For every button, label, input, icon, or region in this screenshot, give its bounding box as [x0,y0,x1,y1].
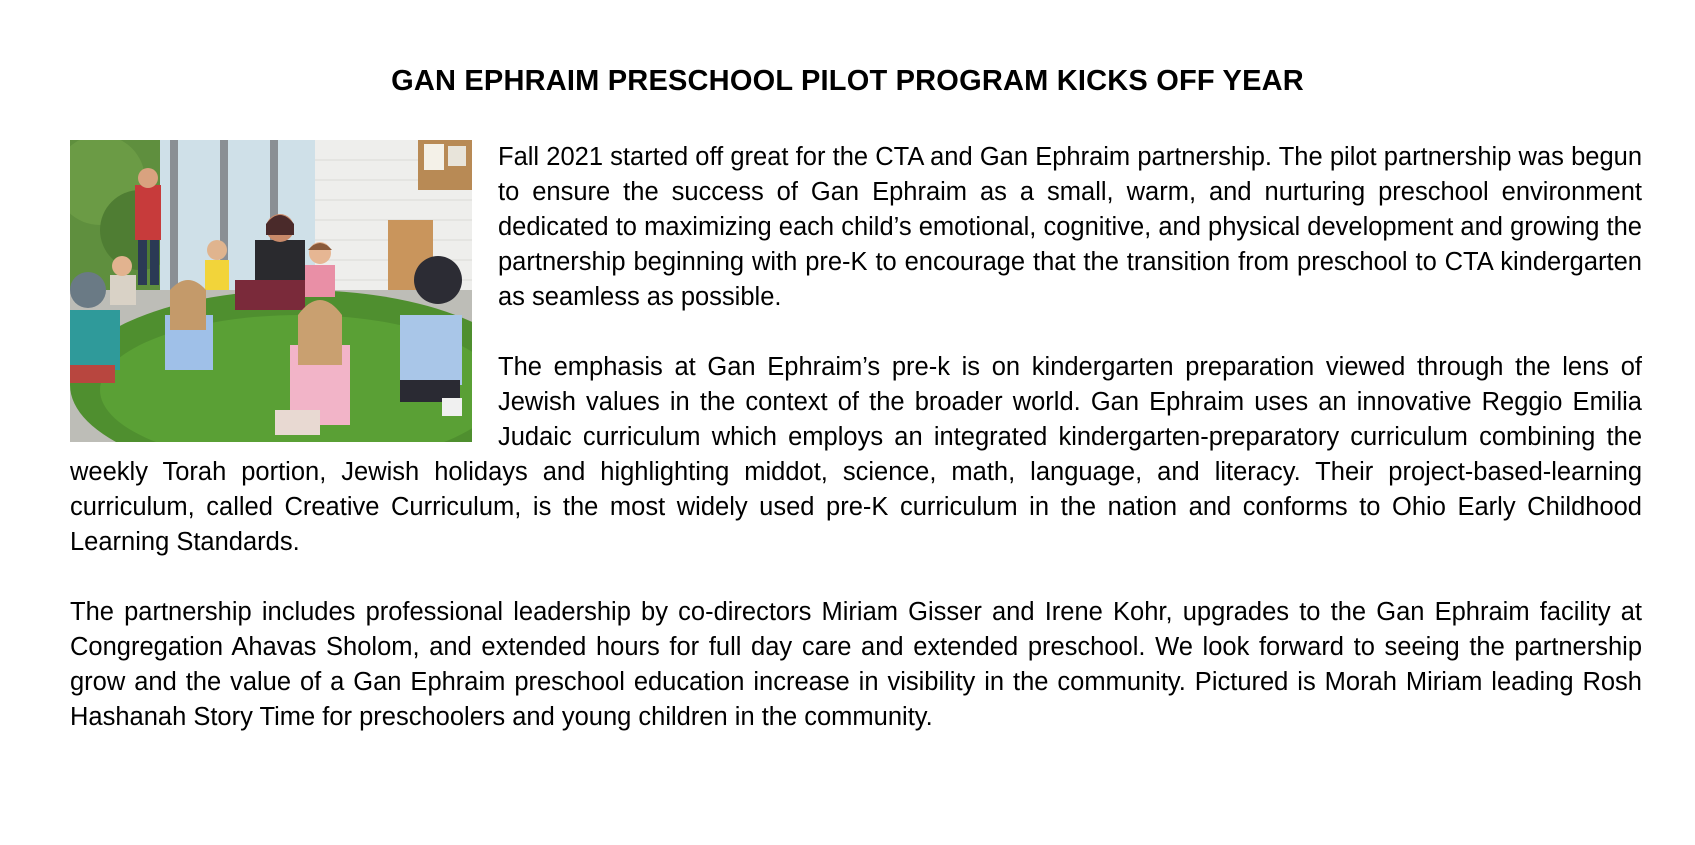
paragraph-2: The emphasis at Gan Ephraim’s pre-k is on kindergarten preparation viewed through the lens of Jewish values in the context of the broader world. Gan Ephraim uses an innovative Reggio Emilia Judaic curriculum which employs an integrated kindergarten-preparatory curriculum combining the weekly Torah portion, Jewish holidays and highlighting middot, science, math, language, and literacy. Their project-based-learning curriculum, called Creative Curriculum, is the most widely used pre-K curriculum in the nation and conforms to Ohio Early Childhood Learning Standards. [70,353,1642,556]
paragraph-1: Fall 2021 started off great for the CTA and Gan Ephraim partnership. The pilot partnership was begun to ensure the success of Gan Ephraim as a small, warm, and nurturing preschool environment dedicated to maximizing each child’s emotional, cognitive, and physical development and growing the partnership beginning with pre-K to encourage that the transition from preschool to CTA kindergarten as seamless as possible. [498,143,1642,311]
paragraph-3: The partnership includes professional leadership by co-directors Miriam Gisser and Irene Kohr, upgrades to the Gan Ephraim facility at Congregation Ahavas Sholom, and extended hours for full day care and extended preschool. We look forward to seeing the partnership grow and the value of a Gan Ephraim preschool education increase in visibility in the community. Pictured is Morah Miriam leading Rosh Hashanah Story Time for preschoolers and young children in the community. [70,598,1642,731]
article-title: GAN EPHRAIM PRESCHOOL PILOT PROGRAM KICKS OFF YEAR [391,65,1304,97]
story-time-photo [70,140,472,442]
article-body [70,140,1642,735]
